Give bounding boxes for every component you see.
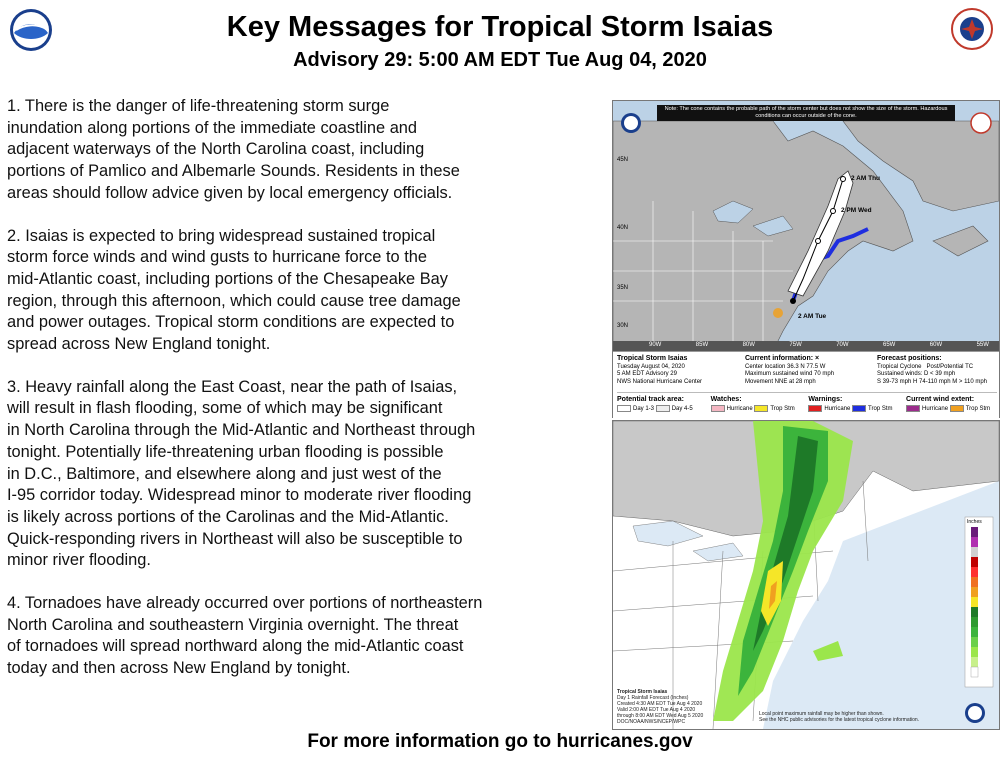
message-line: North Carolina and southeastern Virginia overnight. The threat (7, 615, 459, 634)
hazard-legend (617, 392, 997, 413)
caption-line: DOC/NOAA/NWS/NCEP/WPC (617, 719, 686, 725)
forecast-item: Post/Potential TC (926, 363, 974, 370)
current-info (745, 355, 875, 386)
footer-link-text: For more information go to hurricanes.gov (307, 731, 693, 752)
warning-item: Trop Stm (868, 405, 893, 412)
lon-label: 70W (836, 342, 849, 348)
noaa-logo (6, 7, 56, 53)
note-line: See the NHC public advisories for the latest tropical cyclone information. (759, 717, 920, 723)
forecast-label-2pm-wed: 2 PM Wed (841, 207, 872, 214)
rainfall-forecast-map (612, 420, 1000, 730)
lat-label-35n: 35N (617, 285, 629, 291)
advisory-subtitle: Advisory 29: 5:00 AM EDT Tue Aug 04, 2020 (293, 49, 707, 71)
sustained-winds-label: Sustained winds: (877, 371, 923, 377)
key-message-4 (7, 593, 595, 680)
watch-item: Hurricane (726, 405, 753, 412)
key-message-2 (7, 226, 595, 356)
message-line: is likely across portions of the Carolinas and the Mid-Atlantic. (7, 507, 449, 526)
track-area-legend (617, 396, 709, 413)
current-info-line: Maximum sustained wind 70 mph (745, 371, 835, 377)
message-line: storm force winds and wind gusts to hurricane force to the (7, 248, 427, 267)
message-line: and power outages. Tropical storm conditions are expected to (7, 313, 455, 332)
forecast-positions (877, 355, 997, 386)
lat-label-30n: 30N (617, 323, 629, 329)
lon-label: 60W (929, 342, 943, 348)
current-info-line: Movement NNE at 28 mph (745, 378, 816, 385)
current-info-title: Current information: × (745, 355, 820, 362)
wind-extent-label: Current wind extent: (906, 396, 975, 403)
lon-label: 90W (649, 342, 662, 348)
lon-label: 55W (976, 342, 989, 348)
lon-label: 65W (882, 342, 896, 348)
page-title: Key Messages for Tropical Storm Isaias (226, 11, 774, 43)
nws-logo (950, 7, 994, 51)
rainfall-note (759, 711, 949, 723)
key-messages (7, 96, 595, 701)
colorbar-title: Inches (967, 519, 982, 525)
message-line: 4. Tornadoes have already occurred over portions of northeastern (7, 594, 483, 613)
lat-label-45n: 45N (617, 157, 629, 163)
warnings-legend (808, 396, 904, 413)
caption-line: Tropical Storm Isaias (617, 689, 668, 695)
message-line: adjacent waterways of the North Carolina coast, including (7, 140, 425, 159)
message-line: 1. There is the danger of life-threatening storm surge (7, 97, 390, 115)
message-line: areas should follow advice given by local emergency officials. (7, 183, 453, 202)
lon-labels (649, 342, 989, 348)
forecast-title: Forecast positions: (877, 355, 942, 362)
forecast-label-2am-tue: 2 AM Tue (798, 313, 827, 320)
message-line: mid-Atlantic coast, including portions of the Chesapeake Bay (7, 269, 448, 288)
warning-item: Hurricane (824, 405, 851, 412)
wind-extent-legend (906, 396, 996, 413)
watch-item: Trop Stm (770, 405, 795, 412)
forecast-item: Tropical Cyclone (877, 363, 922, 370)
lon-label: 85W (695, 342, 709, 348)
watches-legend (711, 396, 807, 413)
message-line: I-95 corridor today. Widespread minor to moderate river flooding (7, 486, 472, 505)
message-line: portions of Pamlico and Albemarle Sounds. Residents in these (7, 162, 460, 181)
rainfall-map-graphic (613, 421, 999, 729)
message-line: today and then across New England by tonight. (7, 659, 351, 678)
message-line: region, through this afternoon, which could cause tree damage (7, 291, 461, 310)
sustained-winds: D < 39 mph (924, 371, 956, 377)
message-line: 3. Heavy rainfall along the East Coast, near the path of Isaias, (7, 377, 458, 396)
cone-note: Note: The cone contains the probable path of the storm center but does not show the size of the storm. Hazardous conditions can occur outside of the cone. (657, 105, 955, 121)
winds-range: S 39-73 mph H 74-110 mph M > 110 mph (877, 378, 988, 385)
caption-line: through 8:00 AM EDT Wed Aug 5 2020 (617, 713, 704, 719)
message-line: Quick-responding rivers in Northeast will also be susceptible to (7, 529, 463, 548)
track-area-item: Day 1-3 (633, 405, 655, 412)
lat-label-40n: 40N (617, 225, 629, 231)
warnings-label: Warnings: (808, 396, 843, 403)
message-line: of tornadoes will spread northward along the mid-Atlantic coast (7, 637, 464, 656)
message-line: inundation along portions of the immediate coastline and (7, 118, 418, 137)
note-line: Local point maximum rainfall may be higher than shown. (759, 711, 884, 717)
message-line: minor river flooding. (7, 551, 151, 570)
message-line: in D.C., Baltimore, and elsewhere along and just west of the (7, 464, 442, 483)
wind-extent-item: Trop Stm (965, 405, 991, 412)
wind-extent-item: Hurricane (922, 405, 949, 412)
key-message-3 (7, 377, 595, 572)
caption-line: Valid 2:00 AM EDT Tue Aug 4 2020 (617, 707, 696, 713)
forecast-label-2am-thu: 2 AM Thu (851, 175, 881, 182)
rainfall-caption (617, 689, 747, 725)
message-line: spread across New England tonight. (7, 335, 271, 354)
storm-name: Tropical Storm Isaias (617, 355, 688, 362)
track-map-legend (613, 351, 999, 418)
track-area-item: Day 4-5 (671, 405, 693, 412)
key-message-1 (7, 96, 595, 205)
message-line: in North Carolina through the Mid-Atlantic and Northeast through (7, 421, 476, 440)
message-line: will result in flash flooding, some of which may be significant (7, 399, 443, 418)
storm-date: Tuesday August 04, 2020 (617, 363, 685, 370)
watches-label: Watches: (710, 396, 742, 403)
lon-label: 80W (742, 342, 755, 348)
current-info-line: Center location 36.3 N 77.5 W (745, 363, 826, 370)
track-area-label: Potential track area: (617, 396, 684, 403)
storm-center: NWS National Hurricane Center (617, 378, 703, 385)
caption-line: Created 4:30 AM EDT Tue Aug 4 2020 (617, 701, 703, 707)
track-forecast-map (612, 100, 1000, 418)
lon-label: 75W (789, 342, 802, 348)
message-line: tonight. Potentially life-threatening urban flooding is possible (7, 442, 444, 461)
storm-advisory: 5 AM EDT Advisory 29 (617, 371, 677, 377)
storm-info (617, 355, 737, 386)
message-line: 2. Isaias is expected to bring widespread sustained tropical (7, 226, 436, 245)
caption-line: Day 1 Rainfall Forecast (Inches) (617, 695, 689, 701)
